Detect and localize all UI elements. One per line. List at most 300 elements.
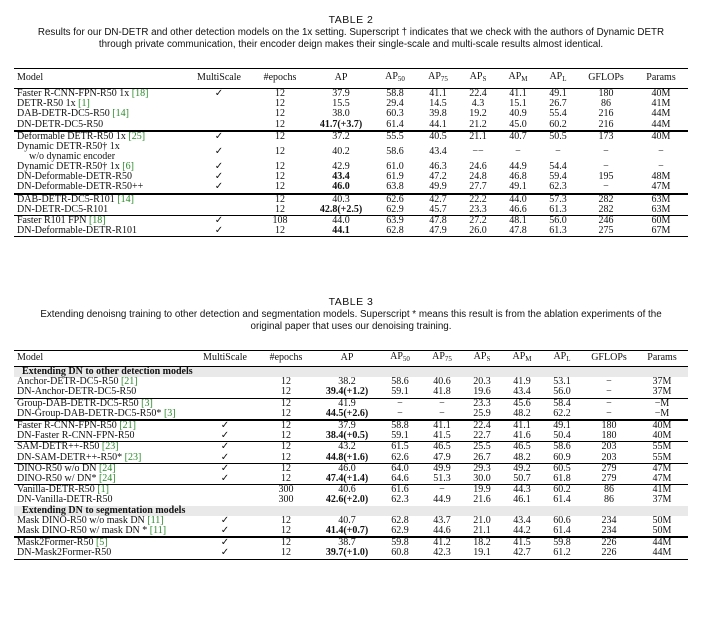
ap-cell (310, 120, 372, 131)
ap75-value: 41.1 (429, 88, 447, 99)
apl-value: 60.6 (553, 514, 571, 526)
multiscale-cell (194, 526, 256, 537)
multiscale-value: ✓ (220, 525, 230, 537)
ap75-value: 41.8 (433, 386, 451, 398)
gflops-value: 226 (601, 547, 617, 559)
apm-value: 43.4 (513, 386, 531, 398)
epochs-value: 12 (281, 420, 291, 432)
epochs-cell (256, 387, 316, 398)
model-name: Dynamic DETR-R50† 1x (17, 141, 120, 153)
aps-value: 19.6 (473, 386, 491, 398)
apm-value: 41.6 (513, 430, 531, 442)
ap50-cell (378, 474, 422, 485)
ap50-value: 61.0 (386, 161, 404, 173)
multiscale-cell (194, 387, 256, 398)
params-cell (634, 205, 688, 216)
epochs-value: 12 (275, 193, 285, 205)
epochs-value: 12 (275, 98, 285, 110)
params-cell (636, 474, 688, 485)
epochs-value: 12 (281, 462, 291, 474)
model-name: Faster R101 FPN (17, 215, 87, 227)
ap-value: 44.8(+1.6) (325, 451, 369, 463)
multiscale-cell (188, 142, 250, 162)
header-ap: AP (316, 351, 378, 367)
epochs-cell (250, 205, 310, 216)
multiscale-value: ✓ (220, 451, 230, 463)
aps-value: 4.3 (471, 98, 485, 110)
ap75-value: 47.9 (429, 225, 447, 237)
apm-value: 40.7 (509, 130, 527, 142)
header-params: Params (634, 69, 688, 89)
apl-value: 50.4 (553, 430, 571, 442)
ap75-value: 39.8 (429, 108, 447, 120)
multiscale-value: ✓ (214, 181, 224, 193)
params-value: 41M (651, 98, 671, 110)
ap50-cell (378, 453, 422, 464)
epochs-value: 12 (281, 386, 291, 398)
model-name: Deformable DETR-R50 1x (17, 130, 126, 142)
apm-value: 41.1 (509, 88, 527, 99)
model-name: Anchor-DETR-DC5-R50 (17, 376, 119, 388)
table-row (14, 548, 688, 559)
apl-value: 26.7 (549, 98, 567, 110)
aps-value: 24.8 (469, 171, 487, 183)
gflops-cell (582, 548, 636, 559)
ap-cell (316, 548, 378, 559)
multiscale-cell (188, 99, 250, 109)
citation: [24] (98, 462, 116, 474)
ap75-value: 51.3 (433, 473, 451, 485)
epochs-cell (256, 431, 316, 442)
apl-cell (542, 474, 582, 485)
gflops-cell (582, 387, 636, 398)
ap-value: 40.7 (338, 514, 356, 526)
ap75-value: 42.3 (433, 547, 451, 559)
apm-value: 15.1 (509, 98, 527, 110)
params-cell (634, 120, 688, 131)
multiscale-value: ✓ (220, 537, 230, 549)
ap-value: 44.1 (332, 225, 350, 237)
aps-value: 21.1 (469, 130, 487, 142)
gflops-value: 180 (601, 430, 617, 442)
apm-value: 46.8 (509, 171, 527, 183)
epochs-value: 12 (281, 525, 291, 537)
aps-value: 22.7 (473, 430, 491, 442)
model-name: Group-DAB-DETR-DC5-R50 (17, 397, 139, 409)
multiscale-cell (188, 120, 250, 131)
citation: [5] (95, 537, 108, 549)
params-value: − (658, 145, 664, 157)
apl-value: 59.4 (549, 171, 567, 183)
epochs-value: 12 (275, 118, 285, 130)
table3-number: TABLE 3 (328, 296, 374, 308)
header-epochs: #epochs (250, 69, 310, 89)
epochs-value: 12 (275, 171, 285, 183)
params-value: 40M (651, 88, 671, 99)
apm-value: 42.7 (513, 547, 531, 559)
apl-value: 58.6 (553, 441, 571, 453)
table3-caption-line1: Extending denoisng training to other detection and segmentation models. Superscript * means this result is from the ablation experiments of the (40, 309, 662, 320)
ap-cell (316, 409, 378, 420)
aps-value: 30.0 (473, 473, 491, 485)
gflops-cell (582, 526, 636, 537)
aps-cell (462, 453, 502, 464)
params-cell (636, 387, 688, 398)
multiscale-value: ✓ (214, 88, 224, 99)
model-cell (14, 526, 194, 537)
apm-value: 48.2 (513, 407, 531, 419)
apm-cell (502, 548, 542, 559)
ap-value: 38.2 (338, 376, 356, 388)
ap75-cell (422, 548, 462, 559)
ap75-value: 46.3 (429, 161, 447, 173)
table-row (14, 431, 688, 442)
multiscale-value: ✓ (214, 130, 224, 142)
multiscale-cell (194, 377, 256, 387)
aps-cell (462, 495, 502, 505)
params-value: − (658, 161, 664, 173)
params-cell (634, 226, 688, 237)
gflops-value: 180 (598, 88, 614, 99)
gflops-cell (582, 431, 636, 442)
model-name: DN-Group-DAB-DETR-DC5-R50* (17, 407, 162, 419)
ap75-cell (422, 431, 462, 442)
header-gflops: GFLOPs (582, 351, 636, 367)
gflops-cell (582, 474, 636, 485)
apl-cell (538, 226, 578, 237)
citation: [24] (98, 473, 116, 485)
aps-value: 22.2 (469, 193, 487, 205)
header-aps: $AP_S$ (462, 351, 502, 367)
params-value: 47M (652, 473, 672, 485)
ap75-value: 46.5 (433, 441, 451, 453)
multiscale-value: ✓ (214, 145, 224, 157)
gflops-value: 234 (601, 525, 617, 537)
ap-value: 39.7(+1.0) (325, 547, 369, 559)
ap-cell (310, 226, 372, 237)
apl-value: 62.2 (553, 407, 571, 419)
multiscale-cell (188, 205, 250, 216)
aps-value: −− (472, 145, 484, 157)
ap50-value: 63.8 (386, 181, 404, 193)
model-name: Faster R-CNN-FPN-R50 (17, 420, 117, 432)
apl-value: 57.3 (549, 193, 567, 205)
apm-value: 40.9 (509, 108, 527, 120)
ap75-cell (422, 526, 462, 537)
apl-cell (542, 431, 582, 442)
aps-value: 25.5 (473, 441, 491, 453)
model-name: DINO-R50 w/ DN* (17, 473, 97, 485)
ap-cell (316, 474, 378, 485)
epochs-cell (250, 131, 310, 142)
header-ap: AP (310, 69, 372, 89)
params-value: 44M (651, 118, 671, 130)
params-cell (636, 431, 688, 442)
apm-value: 50.7 (513, 473, 531, 485)
apm-value: 45.6 (513, 397, 531, 409)
model-name: Dynamic DETR-R50† 1x (17, 161, 120, 173)
params-value: 40M (652, 430, 672, 442)
epochs-value: 12 (281, 451, 291, 463)
ap75-cell (418, 142, 458, 162)
ap75-cell (418, 182, 458, 193)
params-value: 50M (652, 525, 672, 537)
apl-cell (542, 387, 582, 398)
section-title: Extending DN to other detection models (14, 367, 688, 378)
apl-value: − (555, 145, 561, 157)
apm-value: − (515, 145, 521, 157)
epochs-value: 12 (281, 407, 291, 419)
table-row (14, 387, 688, 398)
ap75-value: 40.6 (433, 376, 451, 388)
model-name: DN-Deformable-DETR-R50++ (17, 181, 144, 193)
header-epochs: #epochs (256, 351, 316, 367)
params-value: 44M (651, 108, 671, 120)
ap50-value: 61.6 (391, 484, 409, 496)
apl-cell (542, 495, 582, 505)
ap75-value: 47.8 (429, 215, 447, 227)
citation: [21] (120, 376, 138, 388)
ap50-value: 61.5 (391, 441, 409, 453)
gflops-cell (578, 142, 634, 162)
multiscale-cell (188, 109, 250, 119)
ap75-cell (418, 226, 458, 237)
multiscale-cell (194, 398, 256, 409)
ap50-value: 58.6 (386, 145, 404, 157)
aps-value: 18.2 (473, 537, 491, 549)
apm-cell (498, 182, 538, 193)
model-name: DN-DETR-DC5-R50 (17, 118, 104, 130)
gflops-value: 173 (598, 130, 614, 142)
apl-cell (542, 526, 582, 537)
ap50-cell (378, 548, 422, 559)
multiscale-cell (188, 89, 250, 100)
apl-value: 61.2 (553, 547, 571, 559)
ap50-cell (378, 387, 422, 398)
table-row (14, 205, 688, 216)
ap50-value: 58.8 (386, 88, 404, 99)
gflops-value: − (606, 397, 612, 409)
gflops-cell (582, 495, 636, 505)
ap75-cell (422, 474, 462, 485)
model-name: Mask2Former-R50 (17, 537, 94, 549)
params-value: 47M (652, 462, 672, 474)
ap50-value: 64.6 (391, 473, 409, 485)
aps-value: 26.7 (473, 451, 491, 463)
apl-value: 60.2 (553, 484, 571, 496)
ap-value: 38.4(+0.5) (325, 430, 369, 442)
apm-value: 48.2 (513, 451, 531, 463)
gflops-value: 282 (598, 193, 614, 205)
aps-value: 24.6 (469, 161, 487, 173)
ap75-value: 14.5 (429, 98, 447, 110)
aps-value: 23.3 (469, 203, 487, 215)
multiscale-value: ✓ (220, 430, 230, 442)
table2-header-row (14, 69, 688, 89)
ap50-value: 58.8 (391, 420, 409, 432)
header-apm: $AP_M$ (498, 69, 538, 89)
aps-cell (458, 205, 498, 216)
citation: [25] (128, 130, 146, 142)
epochs-value: 12 (281, 473, 291, 485)
citation: [6] (122, 161, 134, 173)
ap75-value: 41.2 (433, 537, 451, 549)
apl-value: 56.0 (553, 386, 571, 398)
gflops-value: − (603, 145, 609, 157)
ap50-cell (372, 182, 418, 193)
ap75-value: 41.5 (433, 430, 451, 442)
ap50-cell (378, 526, 422, 537)
ap50-value: 62.9 (391, 525, 409, 537)
apl-cell (542, 453, 582, 464)
ap75-value: 43.4 (429, 145, 447, 157)
ap50-value: 61.4 (386, 118, 404, 130)
model-cell (14, 387, 194, 398)
table-row (14, 120, 688, 131)
ap-value: 42.9 (332, 161, 350, 173)
apl-value: 49.1 (549, 88, 567, 99)
params-cell (634, 182, 688, 193)
apm-cell (498, 131, 538, 142)
params-value: 63M (651, 193, 671, 205)
aps-cell (462, 409, 502, 420)
aps-cell (462, 526, 502, 537)
table-row (14, 182, 688, 193)
gflops-value: 216 (598, 118, 614, 130)
citation: [14] (117, 193, 134, 205)
apl-value: 60.2 (549, 118, 567, 130)
apm-cell (502, 495, 542, 505)
apl-value: 60.5 (553, 462, 571, 474)
aps-cell (458, 120, 498, 131)
ap50-value: 61.9 (386, 171, 404, 183)
header-ap75: $AP_{75}$ (418, 69, 458, 89)
apm-cell (502, 431, 542, 442)
ap-value: 43.2 (338, 441, 356, 453)
gflops-cell (578, 182, 634, 193)
params-cell (636, 453, 688, 464)
citation: [18] (131, 88, 149, 99)
params-value: 60M (651, 215, 671, 227)
ap50-value: 59.1 (391, 430, 409, 442)
multiscale-value: ✓ (220, 420, 230, 432)
table3 (14, 350, 688, 560)
citation: [11] (147, 514, 164, 526)
apl-value: 58.4 (553, 397, 571, 409)
apl-value: 61.8 (553, 473, 571, 485)
multiscale-cell (194, 495, 256, 505)
model-name: DAB-DETR-DC5-R101 (17, 193, 115, 205)
aps-value: 23.3 (473, 397, 491, 409)
table3-caption (4, 309, 698, 333)
header-ap50: $AP_{50}$ (378, 351, 422, 367)
apm-value: 45.0 (509, 118, 527, 130)
model-name: Mask DINO-R50 w/o mask DN (17, 514, 145, 526)
apl-cell (538, 142, 578, 162)
ap-cell (310, 182, 372, 193)
apl-value: 50.5 (549, 130, 567, 142)
table-row (14, 526, 688, 537)
multiscale-cell (194, 453, 256, 464)
gflops-value: − (606, 407, 612, 419)
ap75-value: 44.9 (433, 494, 451, 506)
header-gflops: GFLOPs (578, 69, 634, 89)
ap50-value: − (397, 407, 403, 419)
epochs-cell (256, 526, 316, 537)
model-name: DINO-R50 w/o DN (17, 462, 97, 474)
aps-value: 26.0 (469, 225, 487, 237)
multiscale-cell (188, 131, 250, 142)
apm-value: 41.1 (513, 420, 531, 432)
params-value: 40M (651, 130, 671, 142)
ap50-value: 55.5 (386, 130, 404, 142)
ap-value: 42.8(+2.5) (319, 203, 363, 215)
apm-cell (498, 120, 538, 131)
apm-value: 47.8 (509, 225, 527, 237)
header-apl: $AP_L$ (538, 69, 578, 89)
ap50-value: 29.4 (386, 98, 404, 110)
params-value: 48M (651, 171, 671, 183)
ap50-value: 62.8 (391, 514, 409, 526)
params-cell (634, 142, 688, 162)
params-cell (636, 409, 688, 420)
ap-value: 37.9 (338, 420, 356, 432)
params-cell (636, 526, 688, 537)
model-name-line2: w/o dynamic encoder (29, 151, 116, 163)
model-cell (14, 182, 188, 193)
model-name: DN-Anchor-DETR-DC5-R50 (17, 386, 137, 398)
params-value: 40M (652, 420, 672, 432)
epochs-value: 12 (275, 181, 285, 193)
aps-value: 21.0 (473, 514, 491, 526)
ap-value: 46.0 (332, 181, 350, 193)
section-title: Extending DN to segmentation models (14, 506, 688, 516)
aps-value: 19.2 (469, 108, 487, 120)
multiscale-value: ✓ (220, 473, 230, 485)
aps-value: 21.2 (469, 118, 487, 130)
header-multiscale: MultiScale (188, 69, 250, 89)
aps-value: 19.9 (473, 484, 491, 496)
gflops-value: 234 (601, 514, 617, 526)
model-name: DN-Mask2Former-R50 (17, 547, 112, 559)
ap-value: 47.4(+1.4) (325, 473, 369, 485)
apm-cell (502, 526, 542, 537)
epochs-cell (256, 548, 316, 559)
citation: [14] (112, 108, 129, 120)
epochs-cell (256, 495, 316, 505)
ap50-value: 62.3 (391, 494, 409, 506)
ap-cell (316, 526, 378, 537)
model-name: Mask DINO-R50 w/ mask DN * (17, 525, 148, 537)
apm-value: 48.1 (509, 215, 527, 227)
table3-caption-line2: original paper that uses our denoising training. (250, 321, 452, 332)
apm-cell (498, 205, 538, 216)
gflops-value: − (603, 161, 609, 173)
ap50-cell (372, 142, 418, 162)
apl-value: 60.9 (553, 451, 571, 463)
ap75-value: − (439, 397, 445, 409)
apl-value: 59.8 (553, 537, 571, 549)
apm-value: 44.3 (513, 484, 531, 496)
model-cell (14, 142, 188, 162)
aps-cell (462, 387, 502, 398)
params-cell (634, 131, 688, 142)
ap-value: 15.5 (332, 98, 350, 110)
ap50-value: 60.8 (391, 547, 409, 559)
ap-value: 37.9 (332, 88, 350, 99)
multiscale-cell (194, 485, 256, 496)
header-model: Model (14, 69, 188, 89)
